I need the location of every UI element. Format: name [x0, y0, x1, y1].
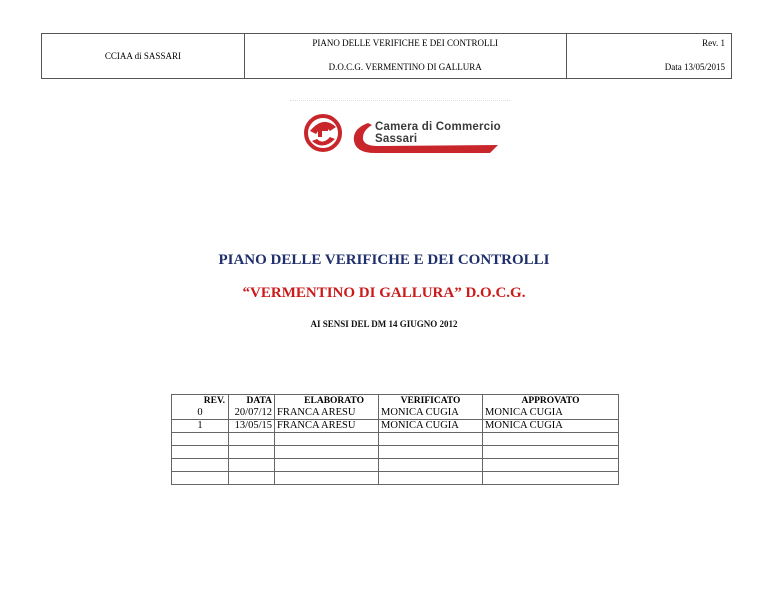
header-rev: Rev. 1 [702, 38, 725, 48]
revision-table [171, 394, 619, 485]
revision-header-row [172, 395, 619, 408]
table-row [172, 407, 619, 420]
product-title: “VERMENTINO DI GALLURA” D.O.C.G. [242, 285, 526, 301]
header-titles [244, 34, 566, 79]
cell-elaborato: FRANCA ARESU [275, 420, 379, 433]
legal-reference: AI SENSI DEL DM 14 GIUGNO 2012 [310, 319, 458, 329]
logo-line-1: Camera di Commercio [375, 121, 501, 133]
cell-rev: 1 [172, 420, 229, 433]
cell-elaborato: FRANCA ARESU [275, 407, 379, 420]
header-meta [566, 34, 732, 79]
header-org: CCIAA di SASSARI [42, 34, 245, 79]
table-row-empty [172, 433, 619, 446]
col-approvato: APPROVATO [483, 395, 619, 408]
table-row-empty [172, 459, 619, 472]
cell-approvato: MONICA CUGIA [483, 420, 619, 433]
cell-data: 20/07/12 [229, 407, 275, 420]
cell-verificato: MONICA CUGIA [379, 420, 483, 433]
cell-rev: 0 [172, 407, 229, 420]
chamber-logo [290, 100, 510, 159]
cell-data: 13/05/15 [229, 420, 275, 433]
header-title: PIANO DELLE VERIFICHE E DEI CONTROLLI [312, 38, 498, 48]
header-date: Data 13/05/2015 [664, 62, 725, 72]
document-header [41, 33, 732, 79]
header-subtitle: D.O.C.G. VERMENTINO DI GALLURA [328, 62, 482, 72]
col-verificato: VERIFICATO [379, 395, 483, 408]
table-row-empty [172, 472, 619, 485]
col-elaborato: ELABORATO [275, 395, 379, 408]
table-row-empty [172, 446, 619, 459]
document-title: PIANO DELLE VERIFICHE E DEI CONTROLLI [218, 252, 550, 268]
col-rev: REV. [172, 395, 229, 408]
logo-line-2: Sassari [375, 133, 418, 145]
cell-approvato: MONICA CUGIA [483, 407, 619, 420]
col-data: DATA [229, 395, 275, 408]
cell-verificato: MONICA CUGIA [379, 407, 483, 420]
logo-text [375, 121, 501, 145]
table-row [172, 420, 619, 433]
